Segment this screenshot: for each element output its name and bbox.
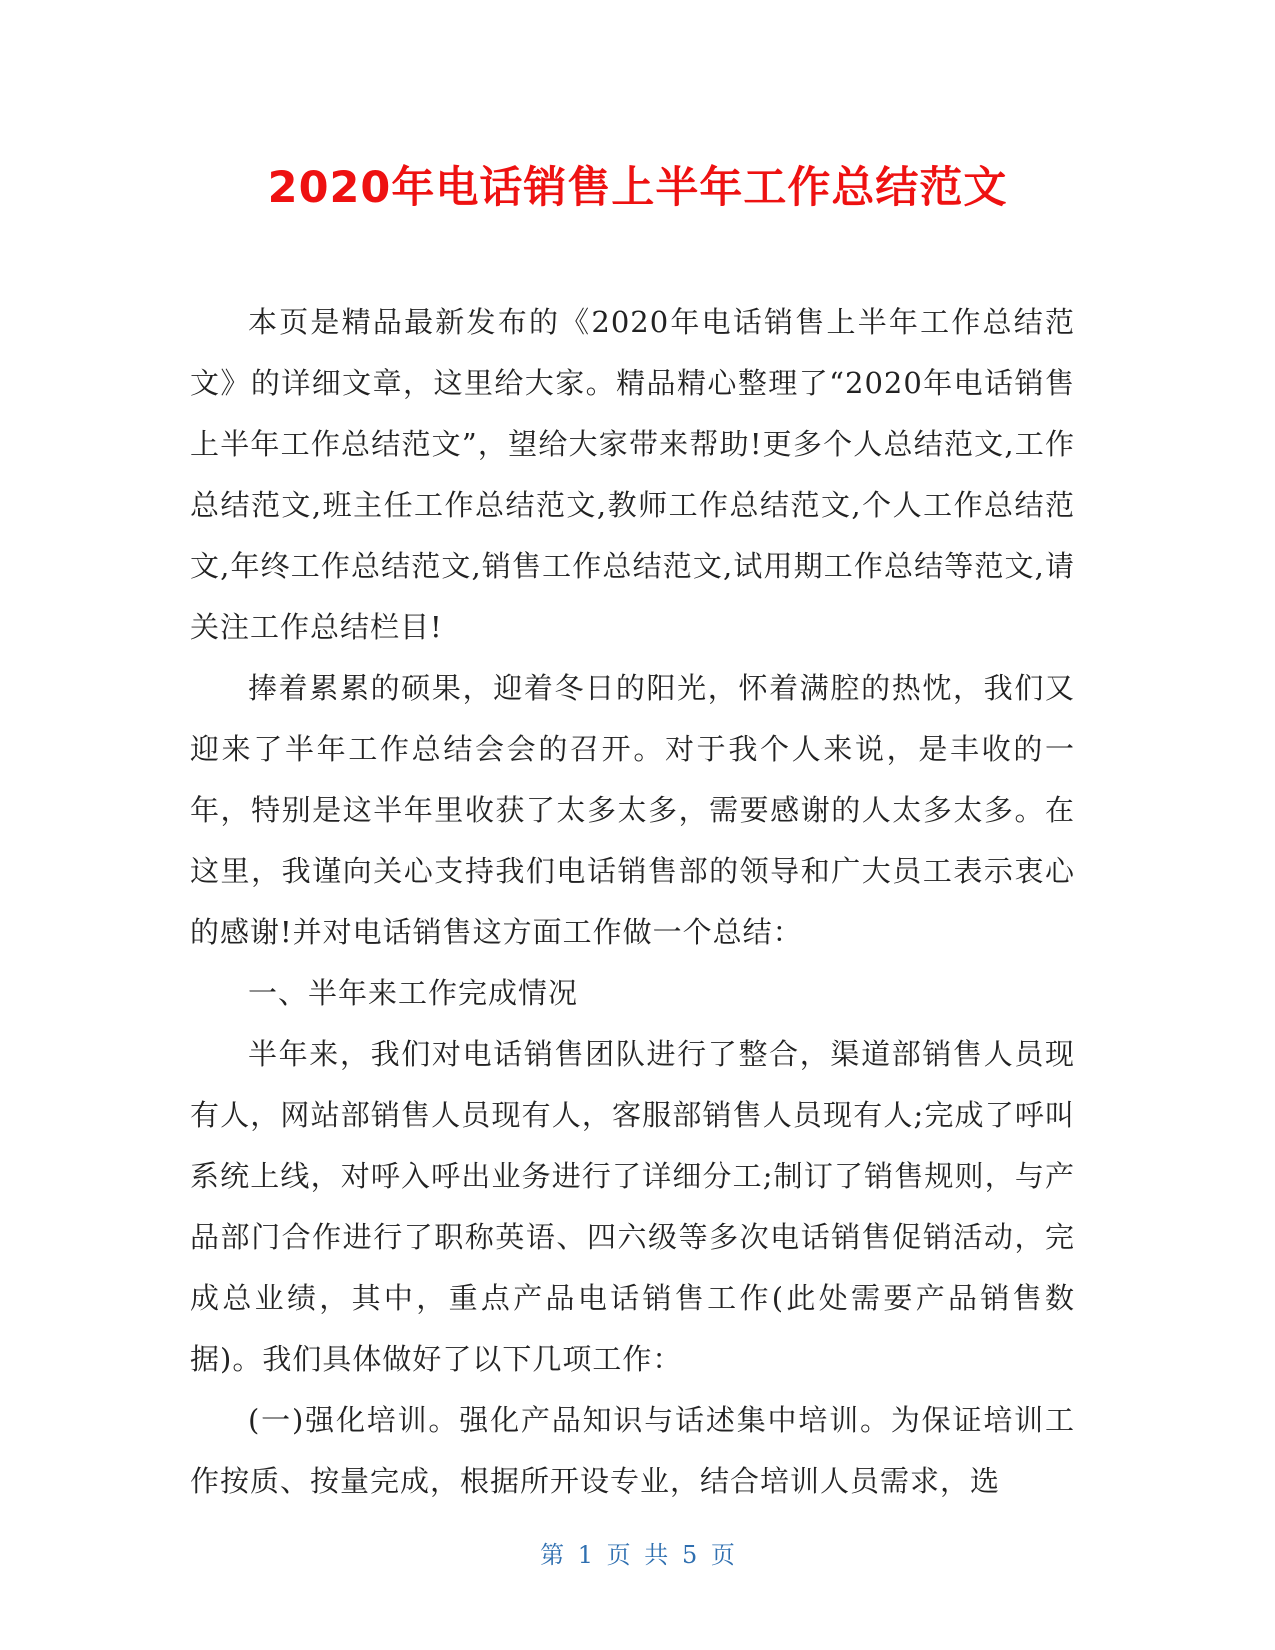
document-body	[190, 292, 1075, 1512]
paragraph-opening: 捧着累累的硕果，迎着冬日的阳光，怀着满腔的热忱，我们又迎来了半年工作总结会会的召开。对于我个人来说，是丰收的一年，特别是这半年里收获了太多太多，需要感谢的人太多太多。在这里，我谨向关心支持我们电话销售部的领导和广大员工表示衷心的感谢!并对电话销售这方面工作做一个总结：	[190, 671, 1075, 949]
document-title: 2020年电话销售上半年工作总结范文	[267, 163, 1008, 213]
paragraph-intro: 本页是精品最新发布的《2020年电话销售上半年工作总结范文》的详细文章，这里给大家。精品精心整理了“2020年电话销售上半年工作总结范文”，望给大家带来帮助!更多个人总结范文,工作总结范文,班主任工作总结范文,教师工作总结范文,个人工作总结范文,年终工作总结范文,销售工作总结范文,试用期工作总结等范文,请关注工作总结栏目!	[190, 305, 1075, 644]
paragraph-work-summary: 半年来，我们对电话销售团队进行了整合，渠道部销售人员现有人，网站部销售人员现有人，客服部销售人员现有人;完成了呼叫系统上线，对呼入呼出业务进行了详细分工;制订了销售规则，与产品部门合作进行了职称英语、四六级等多次电话销售促销活动，完成总业绩，其中，重点产品电话销售工作(此处需要产品销售数据)。我们具体做好了以下几项工作：	[190, 1037, 1075, 1376]
section-heading-1: 一、半年来工作完成情况	[248, 976, 579, 1010]
page-number: 第 1 页 共 5 页	[540, 1541, 735, 1569]
paragraph-training: (一)强化培训。强化产品知识与话述集中培训。为保证培训工作按质、按量完成，根据所开设专业，结合培训人员需求，选	[190, 1403, 1075, 1498]
